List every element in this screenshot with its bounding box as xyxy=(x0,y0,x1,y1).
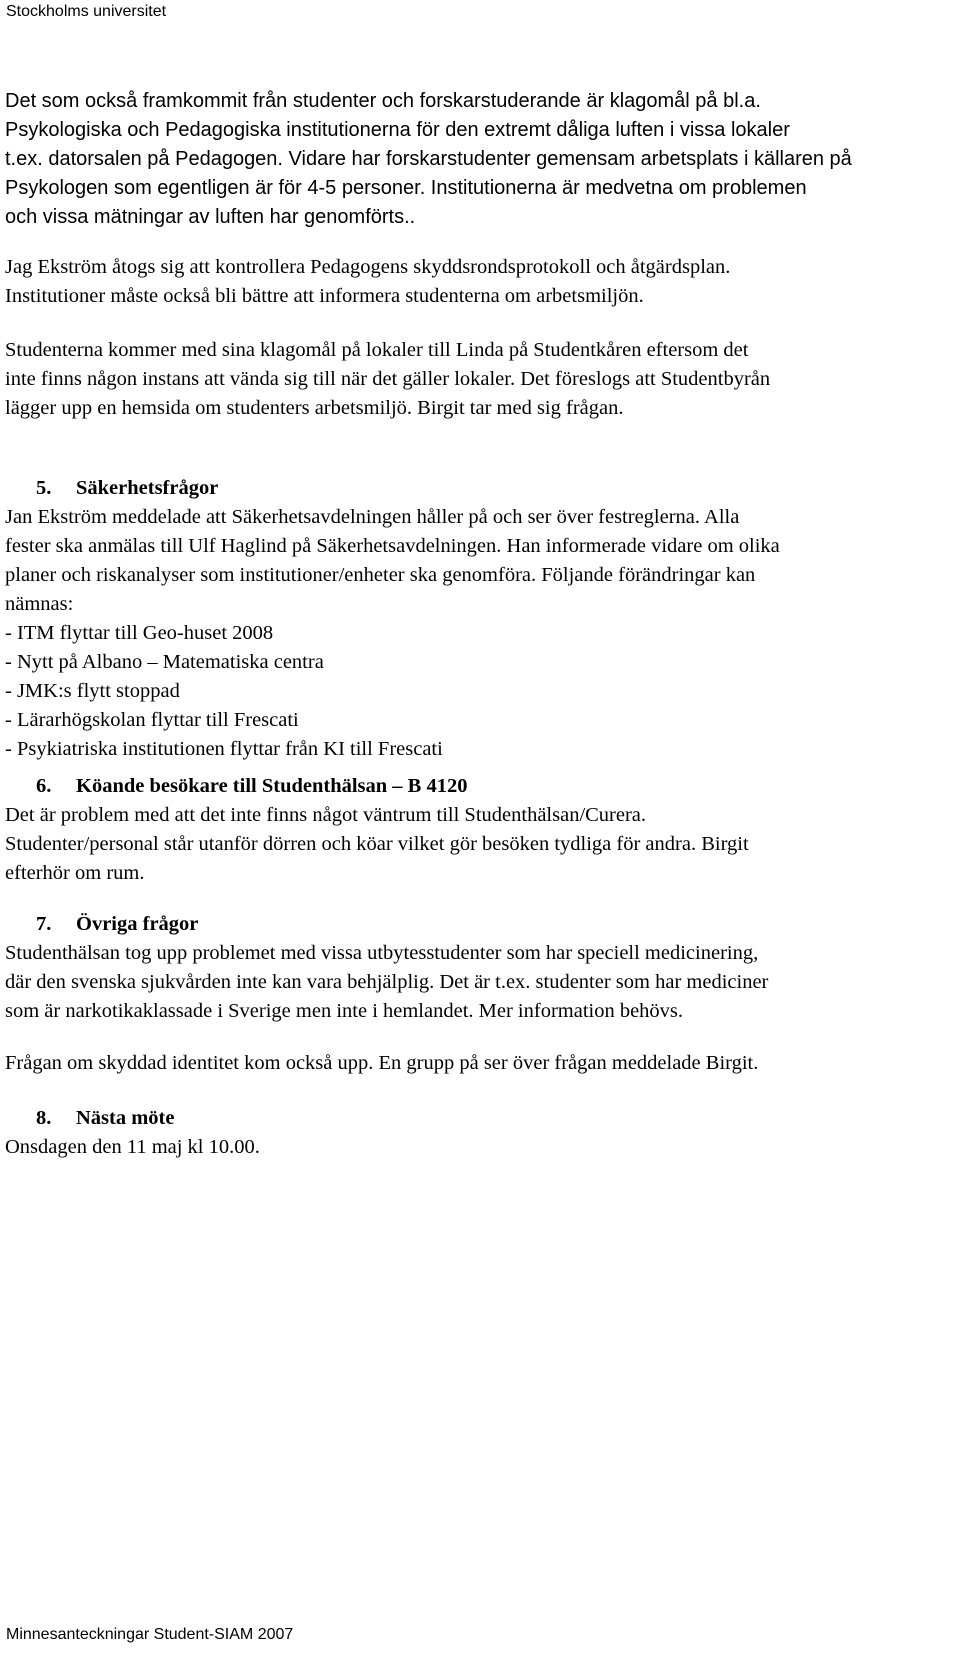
text-line: lägger upp en hemsida om studenters arbetsmiljö. Birgit tar med sig frågan. xyxy=(5,397,624,419)
paragraph-safety-protocol xyxy=(5,253,950,311)
text-line: Det är problem med att det inte finns något väntrum till Studenthälsan/Curera. xyxy=(5,804,647,826)
list-item: - Psykiatriska institutionen flyttar från KI till Frescati xyxy=(5,738,443,760)
section-6 xyxy=(5,772,950,888)
text-line: Institutioner måste också bli bättre att informera studenterna om arbetsmiljön. xyxy=(5,285,644,307)
text-line: Jag Ekström åtogs sig att kontrollera Pedagogens skyddsrondsprotokoll och åtgärdsplan. xyxy=(5,256,731,278)
text-line: Onsdagen den 11 maj kl 10.00. xyxy=(5,1136,260,1158)
text-line: planer och riskanalyser som institutioner/enheter ska genomföra. Följande förändringar kan xyxy=(5,564,756,586)
list-item: - Lärarhögskolan flyttar till Frescati xyxy=(5,709,299,731)
text-line: Jan Ekström meddelade att Säkerhetsavdelningen håller på och ser över festreglerna. Alla xyxy=(5,506,740,528)
section-heading xyxy=(5,910,950,939)
text-line: Det som också framkommit från studenter och forskarstuderande är klagomål på bl.a. xyxy=(5,90,761,112)
section-7 xyxy=(5,910,950,1026)
section-title: Säkerhetsfrågor xyxy=(76,477,219,499)
list-item: - JMK:s flytt stoppad xyxy=(5,680,180,702)
text-line: inte finns någon instans att vända sig till när det gäller lokaler. Det föreslogs att Studentbyrån xyxy=(5,368,771,390)
page-header: Stockholms universitet xyxy=(6,3,167,20)
section-title: Övriga frågor xyxy=(76,913,199,935)
section-number: 6. xyxy=(36,775,52,797)
section-5 xyxy=(5,474,950,764)
text-line: och vissa mätningar av luften har genomförts.. xyxy=(5,206,416,228)
section-heading xyxy=(5,772,950,801)
section-heading xyxy=(5,1104,950,1133)
paragraph-student-complaints xyxy=(5,336,950,423)
text-line: Frågan om skyddad identitet kom också upp. En grupp på ser över frågan meddelade Birgit. xyxy=(5,1052,759,1074)
paragraph-protected-identity xyxy=(5,1049,950,1078)
text-line: efterhör om rum. xyxy=(5,862,145,884)
list-item: - Nytt på Albano – Matematiska centra xyxy=(5,651,324,673)
text-line: Psykologiska och Pedagogiska institutionerna för den extremt dåliga luften i vissa lokaler xyxy=(5,119,790,141)
text-line: fester ska anmälas till Ulf Haglind på Säkerhetsavdelningen. Han informerade vidare om olika xyxy=(5,535,780,557)
text-line: nämnas: xyxy=(5,593,74,615)
section-number: 5. xyxy=(36,477,52,499)
text-line: Studenter/personal står utanför dörren och köar vilket gör besöken tydliga för andra. Birgit xyxy=(5,833,749,855)
section-heading xyxy=(5,474,950,503)
text-line: Studenthälsan tog upp problemet med vissa utbytesstudenter som har speciell medicinering, xyxy=(5,942,759,964)
section-number: 7. xyxy=(36,913,52,935)
text-line: t.ex. datorsalen på Pedagogen. Vidare har forskarstudenter gemensam arbetsplats i källaren på xyxy=(5,148,852,170)
paragraph-air-quality xyxy=(5,87,950,232)
text-line: där den svenska sjukvården inte kan vara behjälplig. Det är t.ex. studenter som har mediciner xyxy=(5,971,769,993)
list-item: - ITM flyttar till Geo-huset 2008 xyxy=(5,622,274,644)
text-line: som är narkotikaklassade i Sverige men inte i hemlandet. Mer information behövs. xyxy=(5,1000,684,1022)
section-title: Köande besökare till Studenthälsan – B 4120 xyxy=(76,775,468,797)
section-8 xyxy=(5,1104,950,1162)
section-number: 8. xyxy=(36,1107,52,1129)
text-line: Studenterna kommer med sina klagomål på lokaler till Linda på Studentkåren eftersom det xyxy=(5,339,749,361)
page-footer: Minnesanteckningar Student-SIAM 2007 xyxy=(6,1626,294,1643)
section-title: Nästa möte xyxy=(76,1107,175,1129)
text-line: Psykologen som egentligen är för 4-5 personer. Institutionerna är medvetna om problemen xyxy=(5,177,807,199)
